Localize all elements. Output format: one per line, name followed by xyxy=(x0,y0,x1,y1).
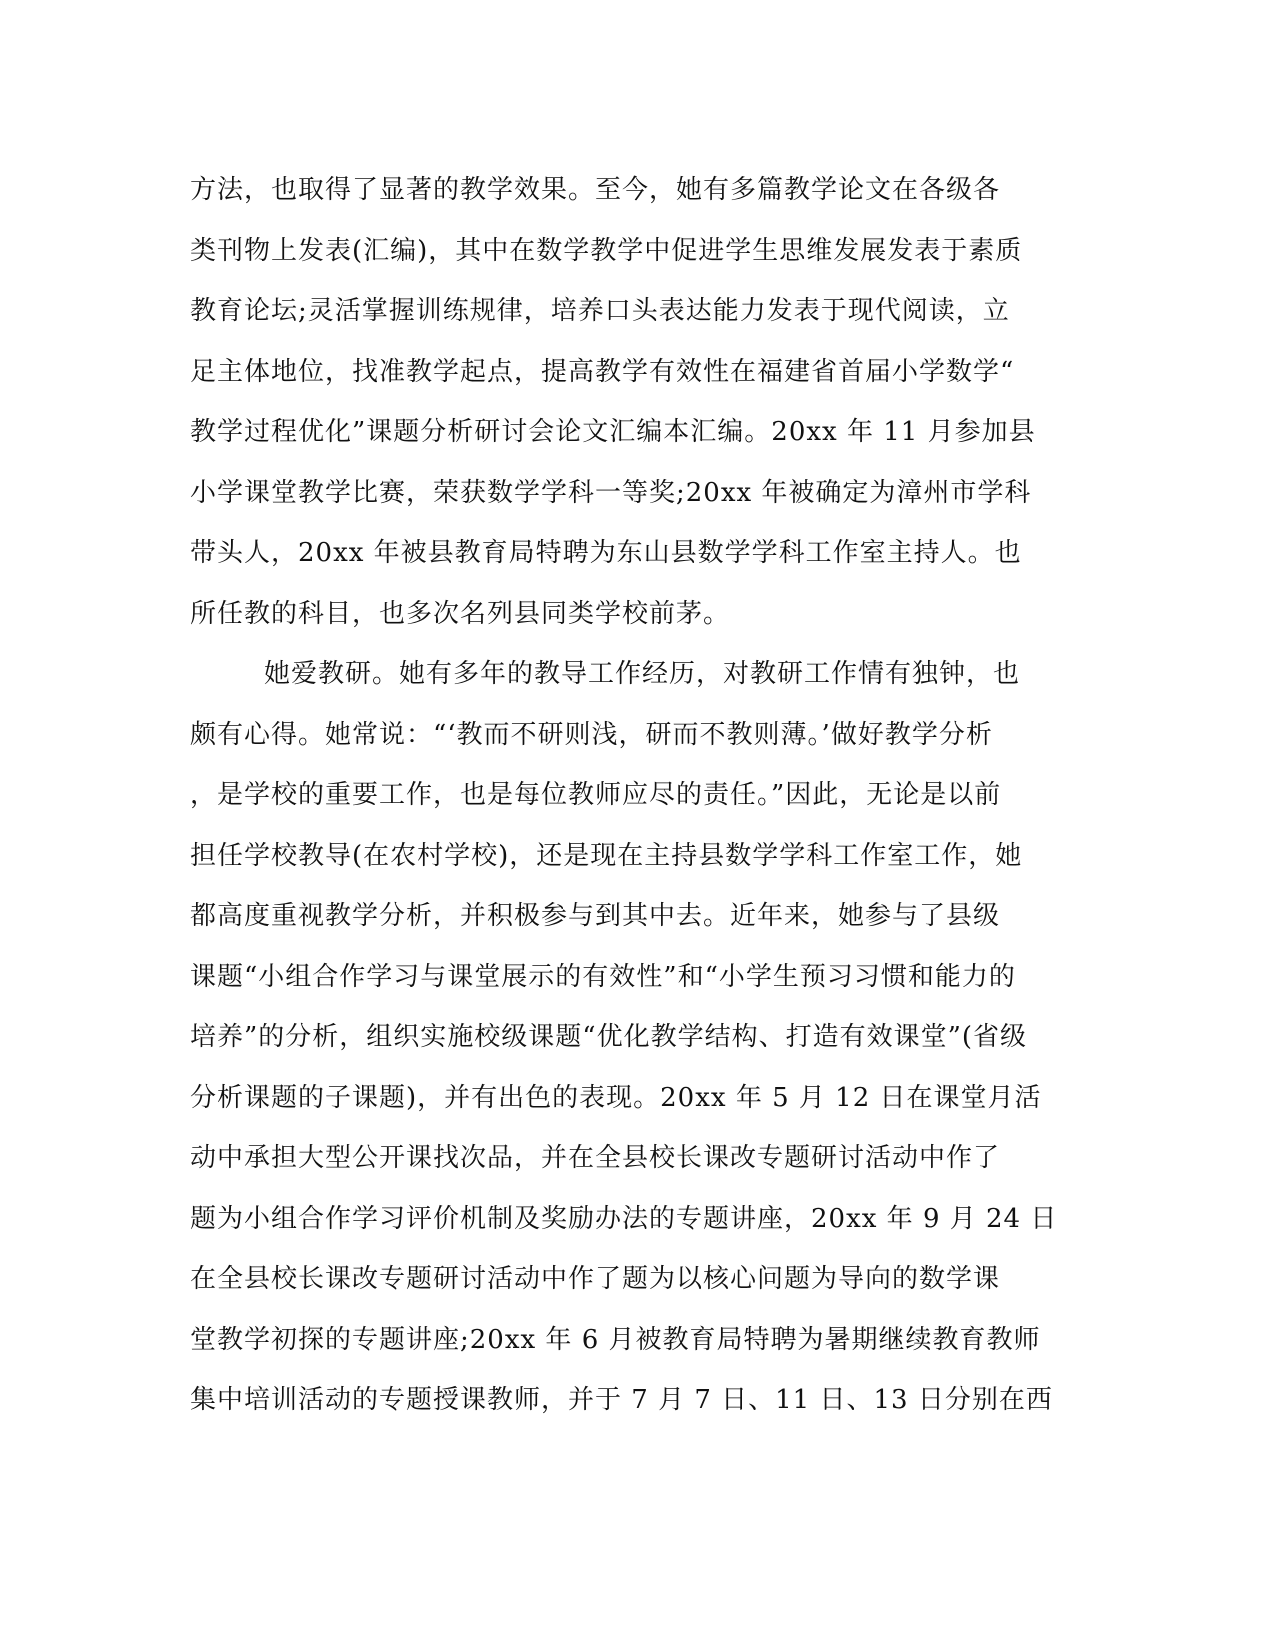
text-line: 题为小组合作学习评价机制及奖励办法的专题讲座，20xx 年 9 月 24 日 xyxy=(190,1203,1058,1234)
text-line: 颇有心得。她常说：“‘教而不研则浅，研而不教则薄。’做好教学分析 xyxy=(190,719,993,750)
text-line: 小学课堂教学比赛，荣获数学学科一等奖;20xx 年被确定为漳州市学科 xyxy=(190,477,1032,508)
text-line: 足主体地位，找准教学起点，提高教学有效性在福建省首届小学数学“ xyxy=(190,356,1015,387)
text-line: 在全县校长课改专题研讨活动中作了题为以核心问题为导向的数学课 xyxy=(190,1264,1001,1294)
text-line: 堂教学初探的专题讲座;20xx 年 6 月被教育局特聘为暑期继续教育教师 xyxy=(190,1324,1041,1355)
text-line: 担任学校教导(在农村学校)，还是现在主持县数学学科工作室工作，她 xyxy=(190,840,1023,871)
body-text xyxy=(190,160,1090,1431)
text-line: 类刊物上发表(汇编)，其中在数学教学中促进学生思维发展发表于素质 xyxy=(190,235,1023,266)
text-line: 培养”的分析，组织实施校级课题“优化教学结构、打造有效课堂”(省级 xyxy=(190,1022,1028,1052)
text-line: 动中承担大型公开课找次品，并在全县校长课改专题研讨活动中作了 xyxy=(190,1143,1001,1173)
text-line: 教学过程优化”课题分析研讨会论文汇编本汇编。20xx 年 11 月参加县 xyxy=(190,417,1036,447)
text-line: ，是学校的重要工作，也是每位教师应尽的责任。”因此，无论是以前 xyxy=(190,780,1002,810)
text-line: 所任教的科目，也多次名列县同类学校前茅。 xyxy=(190,598,731,629)
text-line: 带头人，20xx 年被县教育局特聘为东山县数学学科工作室主持人。也 xyxy=(190,538,1022,568)
text-line: 课题“小组合作学习与课堂展示的有效性”和“小学生预习习惯和能力的 xyxy=(190,961,1016,992)
text-line: 集中培训活动的专题授课教师，并于 7 月 7 日、11 日、13 日分别在西 xyxy=(190,1385,1053,1415)
text-line: 分析课题的子课题)，并有出色的表现。20xx 年 5 月 12 日在课堂月活 xyxy=(190,1082,1042,1113)
text-line: 她爱教研。她有多年的教导工作经历，对教研工作情有独钟，也 xyxy=(264,659,1021,689)
text-line: 教育论坛;灵活掌握训练规律，培养口头表达能力发表于现代阅读，立 xyxy=(190,296,1010,326)
text-line: 方法，也取得了显著的教学效果。至今，她有多篇教学论文在各级各 xyxy=(190,175,1001,205)
text-line: 都高度重视教学分析，并积极参与到其中去。近年来，她参与了县级 xyxy=(190,901,1001,931)
